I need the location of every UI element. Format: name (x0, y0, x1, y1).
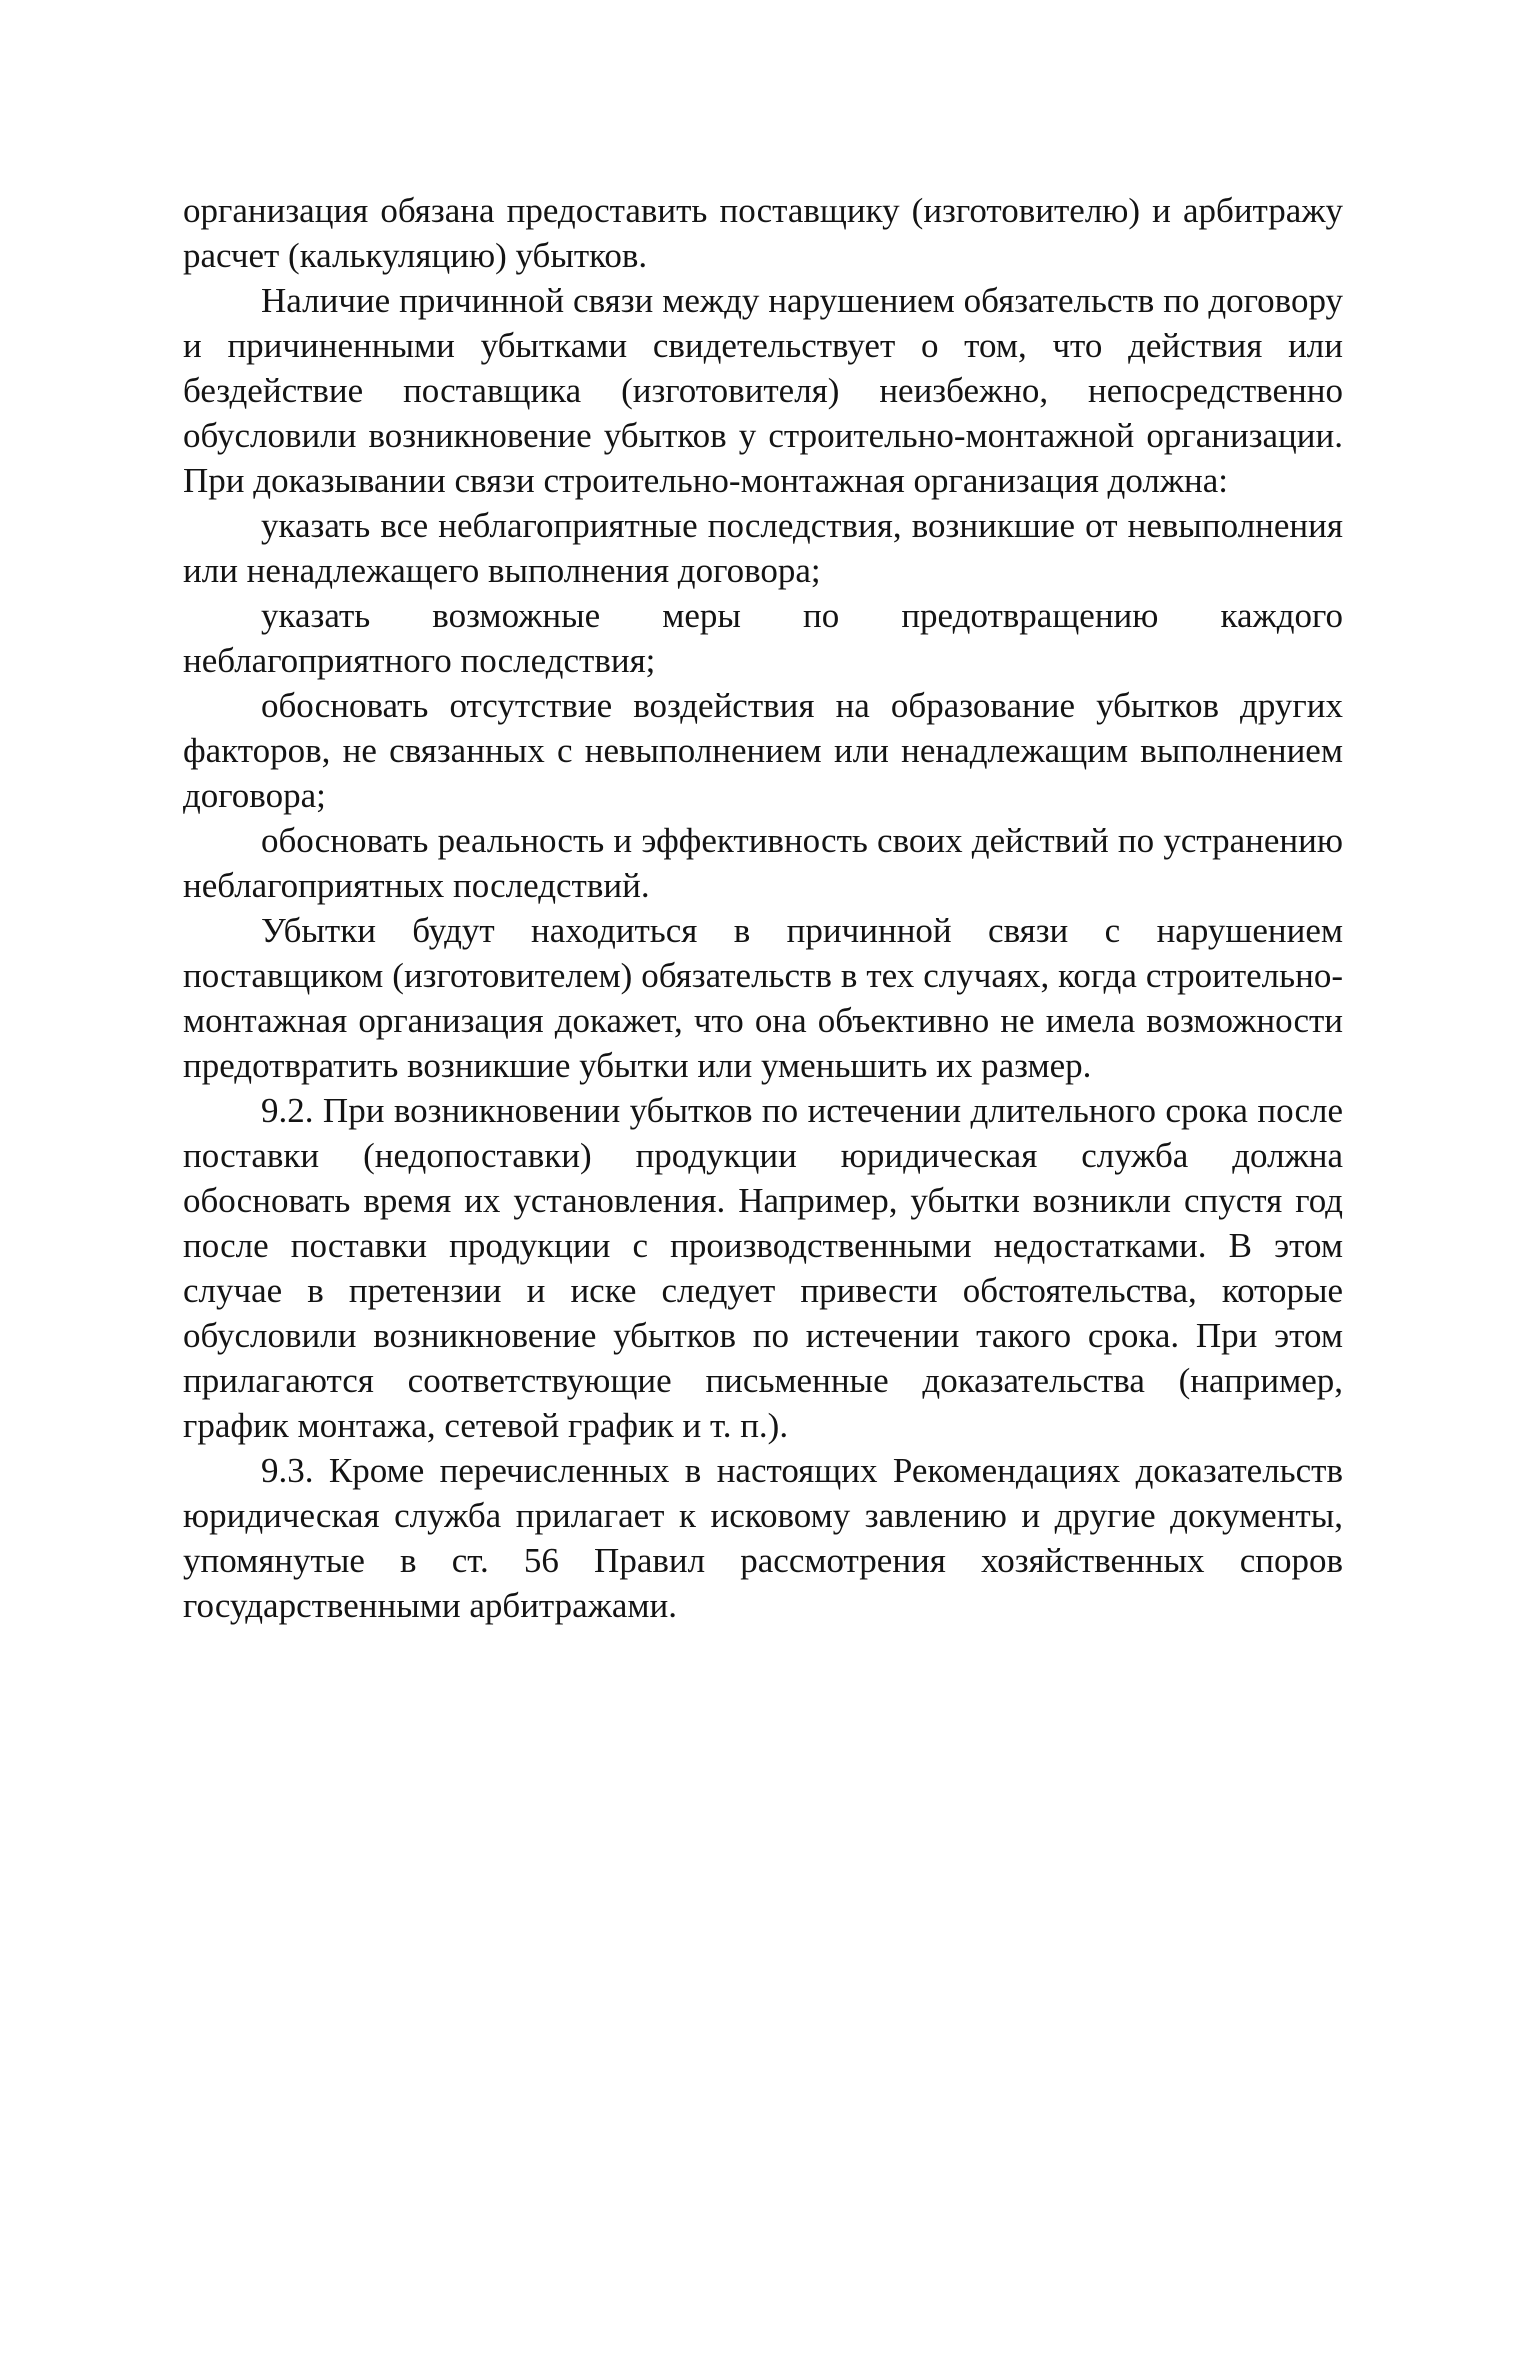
list-item-duty-1: указать все неблагоприятные последствия, возникшие от невыполнения или ненадлежащего выполнения договора; (183, 506, 1343, 590)
paragraph-causal-link: Наличие причинной связи между нарушением обязательств по договору и причиненными убытками свидетельствует о том, что действия или бездействие поставщика (изготовителя) неизбежно, непосредственно обусловили возникновение убытков у строительно-монтажной организации. При доказывании связи строительно-монтажная организация должна: (183, 281, 1343, 500)
paragraph-section-9-3 (183, 1448, 1343, 1628)
paragraph-losses-causal: Убытки будут находиться в причинной связи с нарушением поставщиком (изготовителем) обязательств в тех случаях, когда строительно-монтажная организация докажет, что она объективно не имела возможности предотвратить возникшие убытки или уменьшить их размер. (183, 911, 1343, 1085)
list-item-duty-3: обосновать отсутствие воздействия на образование убытков других факторов, не связанных с невыполнением или ненадлежащим выполнением договора; (183, 686, 1343, 815)
list-item-duty-2: указать возможные меры по предотвращению каждого неблагоприятного последствия; (183, 596, 1343, 680)
paragraph-continuation: организация обязана предоставить поставщику (изготовителю) и арбитражу расчет (калькуляцию) убытков. (183, 191, 1343, 275)
section-number: 9.3. (261, 1451, 314, 1490)
section-number: 9.2. (261, 1091, 314, 1130)
list-item-duty-4: обосновать реальность и эффективность своих действий по устранению неблагоприятных последствий. (183, 821, 1343, 905)
section-text: Кроме перечисленных в настоящих Рекомендациях доказательств юридическая служба прилагает к исковому завлению и другие документы, упомянутые в ст. 56 Правил рассмотрения хозяйственных споров государственными арбитражами. (183, 1451, 1343, 1625)
section-text: При возникновении убытков по истечении длительного срока после поставки (недопоставки) продукции юридическая служба должна обосновать время их установления. Например, убытки возникли спустя год после поставки продукции с производственными недостатками. В этом случае в претензии и иске следует привести обстоятельства, которые обусловили возникновение убытков по истечении такого срока. При этом прилагаются соответствующие письменные доказательства (например, график монтажа, сетевой график и т. п.). (183, 1091, 1344, 1445)
document-page (183, 188, 1343, 1628)
paragraph-section-9-2 (183, 1088, 1343, 1448)
